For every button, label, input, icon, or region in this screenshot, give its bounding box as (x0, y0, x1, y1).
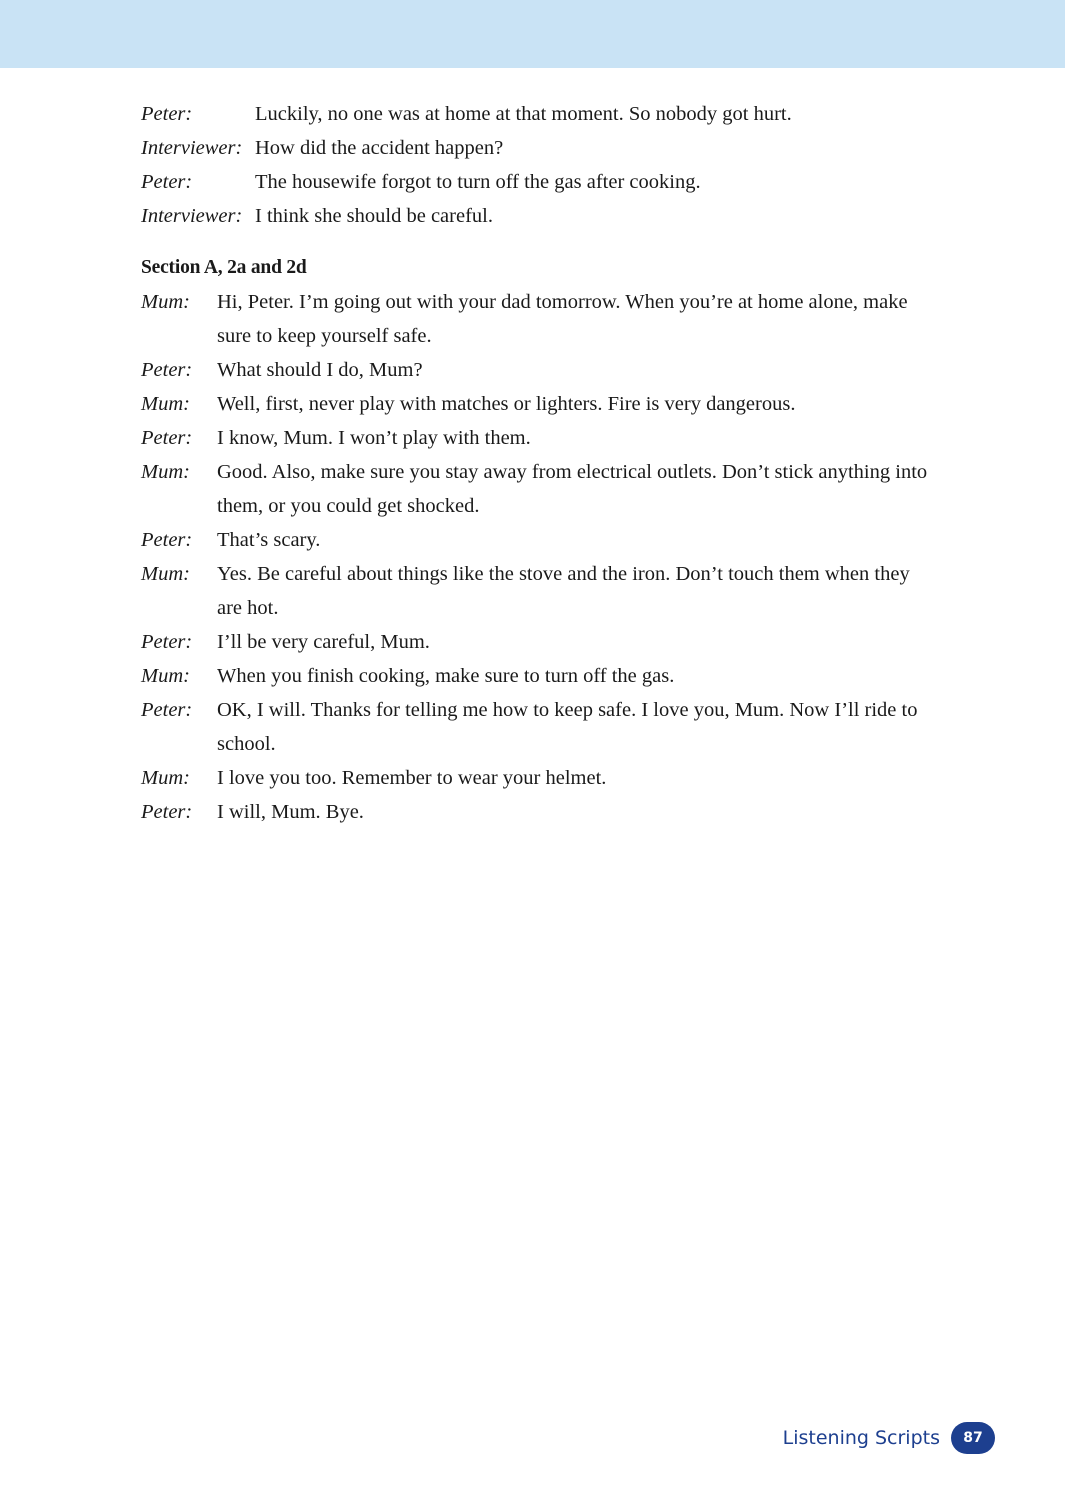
dialogue-line (141, 727, 951, 761)
speaker-label: Mum: (141, 291, 190, 313)
dialogue-line (141, 421, 951, 455)
line-text: I’ll be very careful, Mum. (217, 631, 430, 653)
section-title: Section A, 2a and 2d (141, 257, 307, 278)
line-text: I love you too. Remember to wear your helmet. (217, 767, 607, 789)
dialogue-line (141, 625, 951, 659)
dialogue-line (141, 489, 951, 523)
speaker-label: Peter: (141, 103, 193, 125)
speaker-label: Peter: (141, 801, 193, 823)
line-text: Luckily, no one was at home at that moment. So nobody got hurt. (255, 103, 792, 125)
speaker-label: Peter: (141, 699, 193, 721)
dialogue-line (141, 523, 951, 557)
line-text: OK, I will. Thanks for telling me how to keep safe. I love you, Mum. Now I’ll ride to (217, 699, 918, 721)
speaker-label: Peter: (141, 171, 193, 193)
speaker-label (141, 319, 217, 353)
footer-label: Listening Scripts (782, 1427, 940, 1449)
speaker-label (141, 591, 217, 625)
line-text: them, or you could get shocked. (217, 495, 480, 517)
dialogue-line (141, 557, 951, 591)
dialogue-line (141, 693, 951, 727)
dialogue-line (141, 285, 951, 319)
speaker-label (141, 727, 217, 761)
page-number-badge: 87 (951, 1422, 995, 1454)
dialogue-line (141, 199, 941, 233)
speaker-label: Mum: (141, 393, 190, 415)
page-footer (783, 1421, 995, 1455)
speaker-label: Peter: (141, 529, 193, 551)
line-text: What should I do, Mum? (217, 359, 423, 381)
dialogue-line (141, 97, 941, 131)
speaker-label: Interviewer: (141, 137, 243, 159)
line-text: I think she should be careful. (255, 205, 493, 227)
speaker-label: Mum: (141, 767, 190, 789)
speaker-label: Mum: (141, 665, 190, 687)
line-text: How did the accident happen? (255, 137, 504, 159)
line-text: When you finish cooking, make sure to turn off the gas. (217, 665, 675, 687)
dialogue-line (141, 591, 951, 625)
line-text: school. (217, 733, 276, 755)
line-text: are hot. (217, 597, 279, 619)
speaker-label: Peter: (141, 427, 193, 449)
dialogue-line (141, 131, 941, 165)
line-text: Good. Also, make sure you stay away from electrical outlets. Don’t stick anything into (217, 461, 928, 483)
line-text: That’s scary. (217, 529, 321, 551)
header-band (0, 0, 1065, 68)
line-text: I know, Mum. I won’t play with them. (217, 427, 531, 449)
line-text: sure to keep yourself safe. (217, 325, 432, 347)
line-text: Yes. Be careful about things like the stove and the iron. Don’t touch them when they (217, 563, 910, 585)
section-dialogue (141, 251, 951, 829)
speaker-label: Peter: (141, 631, 193, 653)
speaker-label: Mum: (141, 563, 190, 585)
speaker-label (141, 489, 217, 523)
dialogue-line (141, 761, 951, 795)
line-text: Well, first, never play with matches or lighters. Fire is very dangerous. (217, 393, 796, 415)
dialogue-line (141, 353, 951, 387)
speaker-label: Peter: (141, 359, 193, 381)
speaker-label: Mum: (141, 461, 190, 483)
dialogue-line (141, 387, 951, 421)
line-text: I will, Mum. Bye. (217, 801, 364, 823)
dialogue-line (141, 319, 951, 353)
dialogue-line (141, 165, 941, 199)
dialogue-line (141, 455, 951, 489)
speaker-label: Interviewer: (141, 205, 243, 227)
interview-dialogue (141, 97, 941, 233)
line-text: The housewife forgot to turn off the gas after cooking. (255, 171, 701, 193)
line-text: Hi, Peter. I’m going out with your dad tomorrow. When you’re at home alone, make (217, 291, 908, 313)
dialogue-line (141, 795, 951, 829)
dialogue-line (141, 659, 951, 693)
